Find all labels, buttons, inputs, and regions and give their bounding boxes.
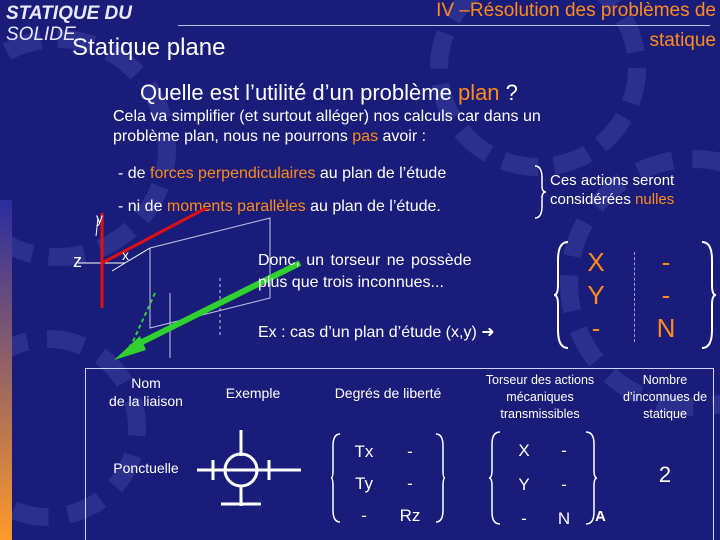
bullet-forces: - de forces perpendiculaires au plan de l’étude [118, 165, 447, 182]
question-heading: Quelle est l’utilité d’un problème plan ? [140, 80, 518, 105]
matrix-divider [634, 252, 636, 342]
example-text: Ex : cas d’un plan d’étude (x,y) ➜ [258, 324, 495, 341]
header-example: Exemple [225, 385, 281, 401]
torseur-left-brace-icon [488, 430, 502, 526]
bracket-icon [532, 164, 548, 220]
ponctuelle-example-icon [195, 428, 305, 508]
unknowns-count: 2 [658, 462, 672, 487]
page-title: Statique plane [72, 34, 226, 61]
bullet-moments: - ni de moments parallèles au plan de l’étude. [118, 198, 441, 215]
header-dof: Degrés de liberté [334, 385, 442, 401]
chapter-title-2: statique [649, 30, 716, 51]
dof-right-brace-icon [434, 432, 446, 524]
header-liaison-name: Nom de la liaison [109, 375, 183, 409]
note-text: Ces actions seront considérées nulles [550, 172, 675, 208]
row-liaison-name: Ponctuelle [113, 460, 179, 476]
axis-z-label: z [73, 251, 82, 271]
side-stripe [0, 200, 12, 540]
dof-col1: Tx Ty - [354, 442, 374, 525]
table-top-line [85, 368, 713, 369]
intro-text: Cela va simplifier (et surtout alléger) nos calculs car dans un problème plan, nous ne pourrons pas avoir : [113, 108, 541, 145]
torseur-col1: X Y - [518, 441, 530, 528]
header-divider [178, 25, 710, 26]
dof-col2: - - Rz [399, 442, 421, 525]
section-subtitle: SOLIDE [6, 24, 76, 45]
right-brace-icon [698, 240, 718, 350]
matrix-col1: X Y - [587, 247, 605, 343]
matrix-col2: - - N [656, 247, 676, 343]
axis-x-label: x [122, 247, 129, 263]
dof-left-brace-icon [330, 432, 342, 524]
chapter-title: IV –Résolution des problèmes de [436, 0, 716, 21]
section-title: STATIQUE DU [6, 3, 132, 24]
header-torseur: Torseur des actions mécaniques transmissibles [485, 373, 595, 421]
axis-y-label: y [96, 210, 103, 226]
left-brace-icon [552, 240, 572, 350]
torseur-col2: - - N [557, 441, 571, 528]
table-right-line [713, 368, 714, 540]
header-count: Nombre d’inconnues de statique [622, 373, 708, 421]
torseur-point-label: A [595, 508, 606, 525]
torseur-text: Donc, un torseur ne possède plus que trois inconnues... [258, 252, 472, 291]
